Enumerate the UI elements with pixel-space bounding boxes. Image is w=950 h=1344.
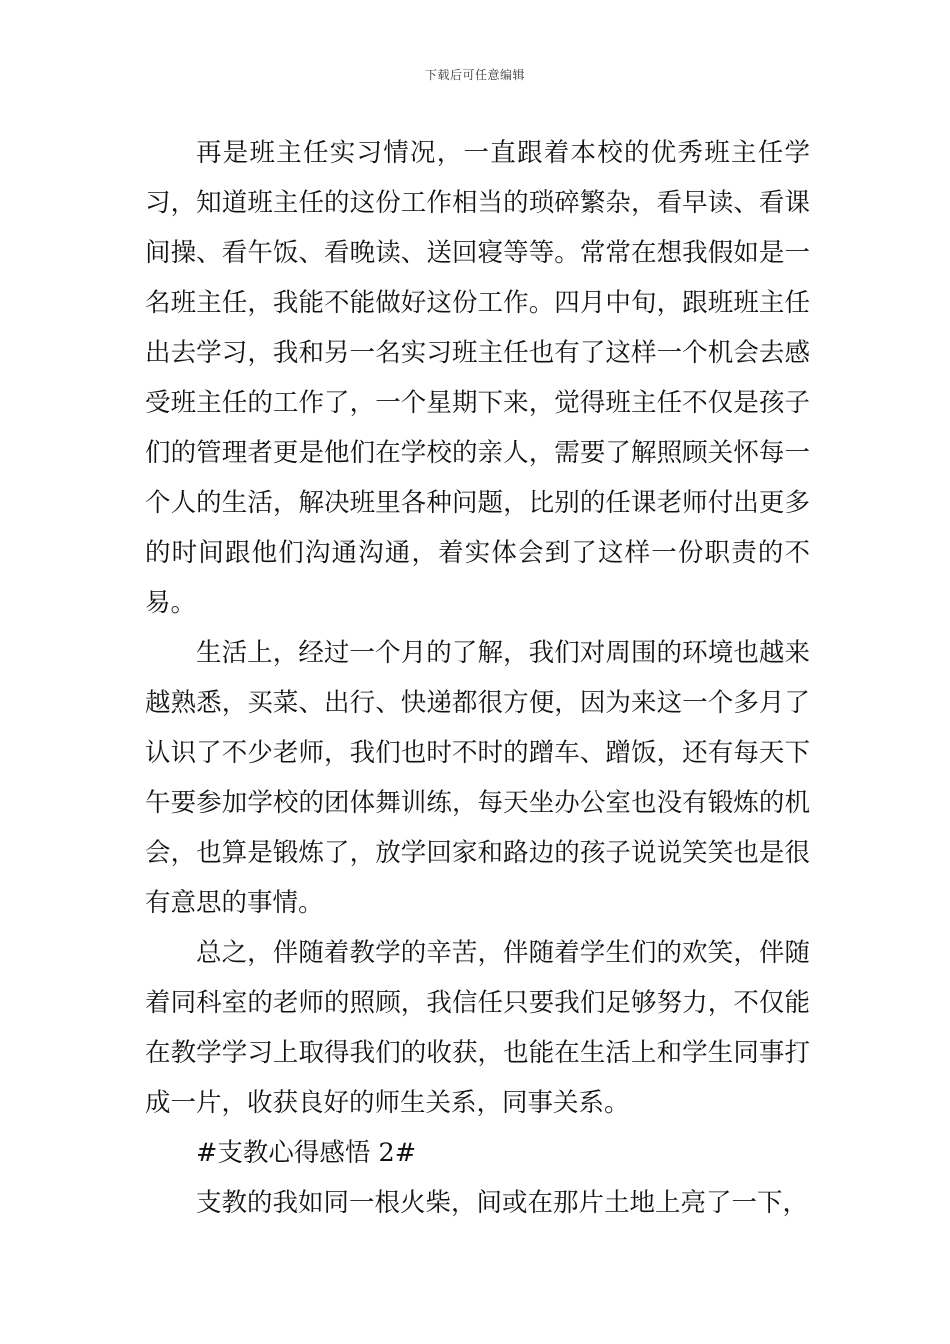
section-heading: #支教心得感悟 2# [196,1138,417,1168]
paragraph-match-metaphor: 支教的我如同一根火柴，间或在那片土地上亮了一下， [196,1188,809,1218]
page-header-note: 下载后可任意编辑 [424,68,525,82]
paragraph-daily-life: 生活上，经过一个月的了解，我们对周围的环境也越来越熟悉，买菜、出行、快递都很方便，因为来这一个多月了认识了不少老师，我们也时不时的蹭车、蹭饭，还有每天下午要参加学校的团体舞训练，每天坐办公室也没有锻炼的机会，也算是锻炼了，放学回家和路边的孩子说说笑笑也是很有意思的事情。 [145,638,810,918]
document-body [145,128,810,1228]
paragraph-summary: 总之，伴随着教学的辛苦，伴随着学生们的欢笑，伴随着同科室的老师的照顾，我信任只要我们足够努力，不仅能在教学学习上取得我们的收获，也能在生活上和学生同事打成一片，收获良好的师生关系，同事关系。 [145,938,810,1118]
paragraph-head-teacher-internship: 再是班主任实习情况，一直跟着本校的优秀班主任学习，知道班主任的这份工作相当的琐碎繁杂，看早读、看课间操、看午饭、看晚读、送回寝等等。常常在想我假如是一名班主任，我能不能做好这份工作。四月中旬，跟班班主任出去学习，我和另一名实习班主任也有了这样一个机会去感受班主任的工作了，一个星期下来，觉得班主任不仅是孩子们的管理者更是他们在学校的亲人，需要了解照顾关怀每一个人的生活，解决班里各种问题，比别的任课老师付出更多的时间跟他们沟通沟通，着实体会到了这样一份职责的不易。 [145,138,810,618]
